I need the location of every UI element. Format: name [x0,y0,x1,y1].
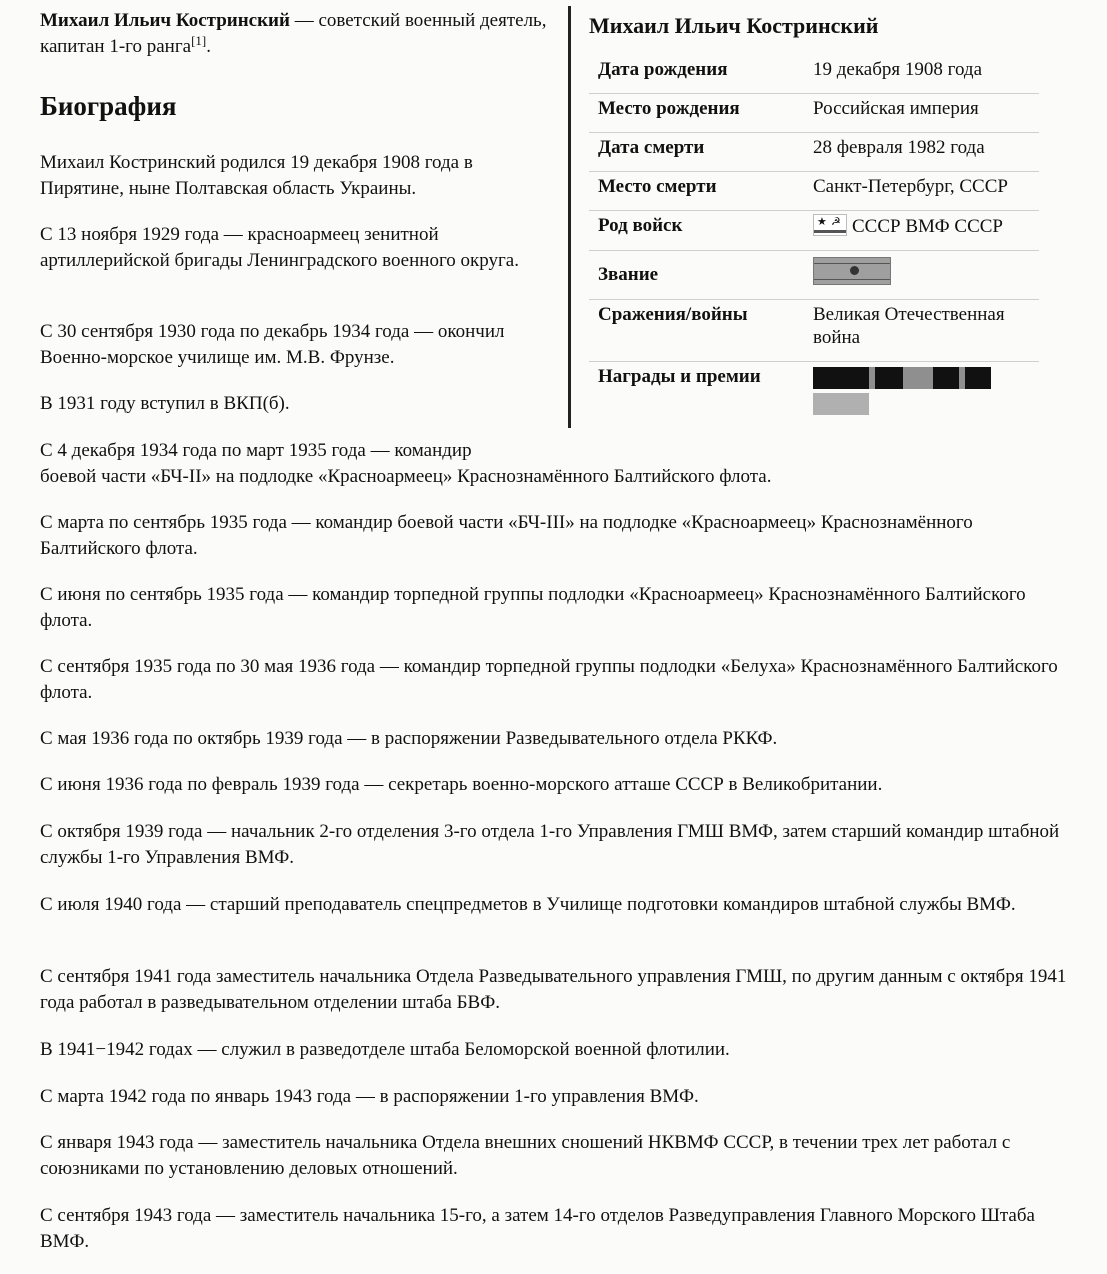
award-ribbon[interactable] [875,367,903,389]
bio-paragraph: В 1931 году вступил в ВКП(б). [40,393,290,414]
infobox-value: 28 февраля 1982 года [813,137,985,158]
infobox-row-death-date [589,136,1039,172]
infobox-label: Место рождения [598,98,740,119]
footnote-ref-1[interactable]: [1] [191,33,207,48]
bio-paragraph: С 30 сентября 1930 года по декабрь 1934 года — окончил Военно-морское училище им. М.В. Фрунзе. [40,321,505,368]
infobox-label: Дата смерти [598,137,705,158]
navy-flag-icon: ★ ☭ [813,214,847,236]
bio-paragraph: С марта по сентябрь 1935 года — командир боевой части «БЧ-III» на подлодке «Красноармеец» Краснознамённого Балтийского флота. [40,512,973,559]
bio-paragraph: Михаил Костринский родился 19 декабря 1908 года в Пирятине, ныне Полтавская область Украины. [40,152,473,199]
rank-shoulder-board-icon[interactable] [813,257,891,285]
infobox-label: Дата рождения [598,59,728,80]
infobox-row-death-place [589,175,1039,211]
bio-paragraph: С 4 декабря 1934 года по март 1935 года — командир [40,440,472,461]
bio-paragraph: С июня по сентябрь 1935 года — командир торпедной группы подлодки «Красноармеец» Краснознамённого Балтийского флота. [40,584,1026,631]
lead-end: . [206,36,211,57]
infobox-title: Михаил Ильич Костринский [589,13,879,38]
infobox-row-wars [589,303,1039,362]
bio-paragraph: С июля 1940 года — старший преподаватель спецпредметов в Училище подготовки командиров штабной службы ВМФ. [40,894,1016,915]
award-ribbon[interactable] [813,393,869,415]
infobox-row-rank [589,254,1039,300]
infobox-label: Звание [598,264,659,285]
lead-paragraph [40,8,560,60]
subject-name: Михаил Ильич Костринский [40,10,290,31]
bio-paragraph: С октября 1939 года — начальник 2-го отделения 3-го отдела 1-го Управления ГМШ ВМФ, затем старший командир штабной службы 1-го Управления ВМФ. [40,821,1060,868]
award-ribbon[interactable] [965,367,991,389]
bio-paragraph: С сентября 1935 года по 30 мая 1936 года — командир торпедной группы подлодки «Белуха» Краснознамённого Балтийского флота. [40,656,1058,703]
infobox-label: Награды и премии [598,366,761,387]
infobox-value[interactable]: Российская империя [813,98,979,119]
bio-paragraph: С июня 1936 года по февраль 1939 года — секретарь военно-морского атташе СССР в Великобритании. [40,774,883,795]
infobox-value: 19 декабря 1908 года [813,59,983,80]
bio-paragraph: С сентября 1943 года — заместитель начальника 15-го, а затем 14-го отделов Разведуправления Главного Морского Штаба ВМФ. [40,1205,1035,1252]
award-ribbon[interactable] [903,367,933,389]
infobox-row-birth-date [589,58,1039,94]
bio-paragraph: С января 1943 года — заместитель начальника Отдела внешних сношений НКВМФ СССР, в течении трех лет работал с союзниками по установлению деловых отношений. [40,1132,1011,1179]
bio-paragraph-continued: боевой части «БЧ-II» на подлодке «Красноармеец» Краснознамённого Балтийского флота. [40,466,772,487]
infobox-label: Сражения/войны [598,304,748,325]
infobox-value[interactable]: Великая Отечественная война [813,304,1005,348]
infobox-row-branch [589,214,1039,251]
branch-value-text[interactable]: СССР ВМФ СССР [852,216,1003,237]
infobox [568,6,1046,428]
lead-text: — советский военный деятель, капитан 1-го ранга [40,10,547,57]
award-ribbon[interactable] [813,367,869,389]
infobox-label: Место смерти [598,176,717,197]
infobox-value [813,214,1039,238]
award-ribbon[interactable] [933,367,959,389]
infobox-label: Род войск [598,215,683,236]
bio-paragraph: С марта 1942 года по январь 1943 года — в распоряжении 1-го управления ВМФ. [40,1086,699,1107]
infobox-row-awards [589,365,1039,425]
infobox-value[interactable]: Санкт-Петербург, СССР [813,176,1008,197]
section-heading-biography: Биография [40,91,177,121]
bio-paragraph: С сентября 1941 года заместитель начальника Отдела Разведывательного управления ГМШ, по другим данным с октября 1941 года работал в разведывательном отделении штаба БВФ. [40,966,1067,1013]
infobox-row-birth-place [589,97,1039,133]
bio-paragraph: С 13 ноября 1929 года — красноармеец зенитной артиллерийской бригады Ленинградского военного округа. [40,224,519,271]
bio-paragraph: В 1941−1942 годах — служил в разведотделе штаба Беломорской военной флотилии. [40,1039,730,1060]
bio-paragraph: С мая 1936 года по октябрь 1939 года — в распоряжении Разведывательного отдела РККФ. [40,728,778,749]
award-ribbons-icon [813,367,993,415]
